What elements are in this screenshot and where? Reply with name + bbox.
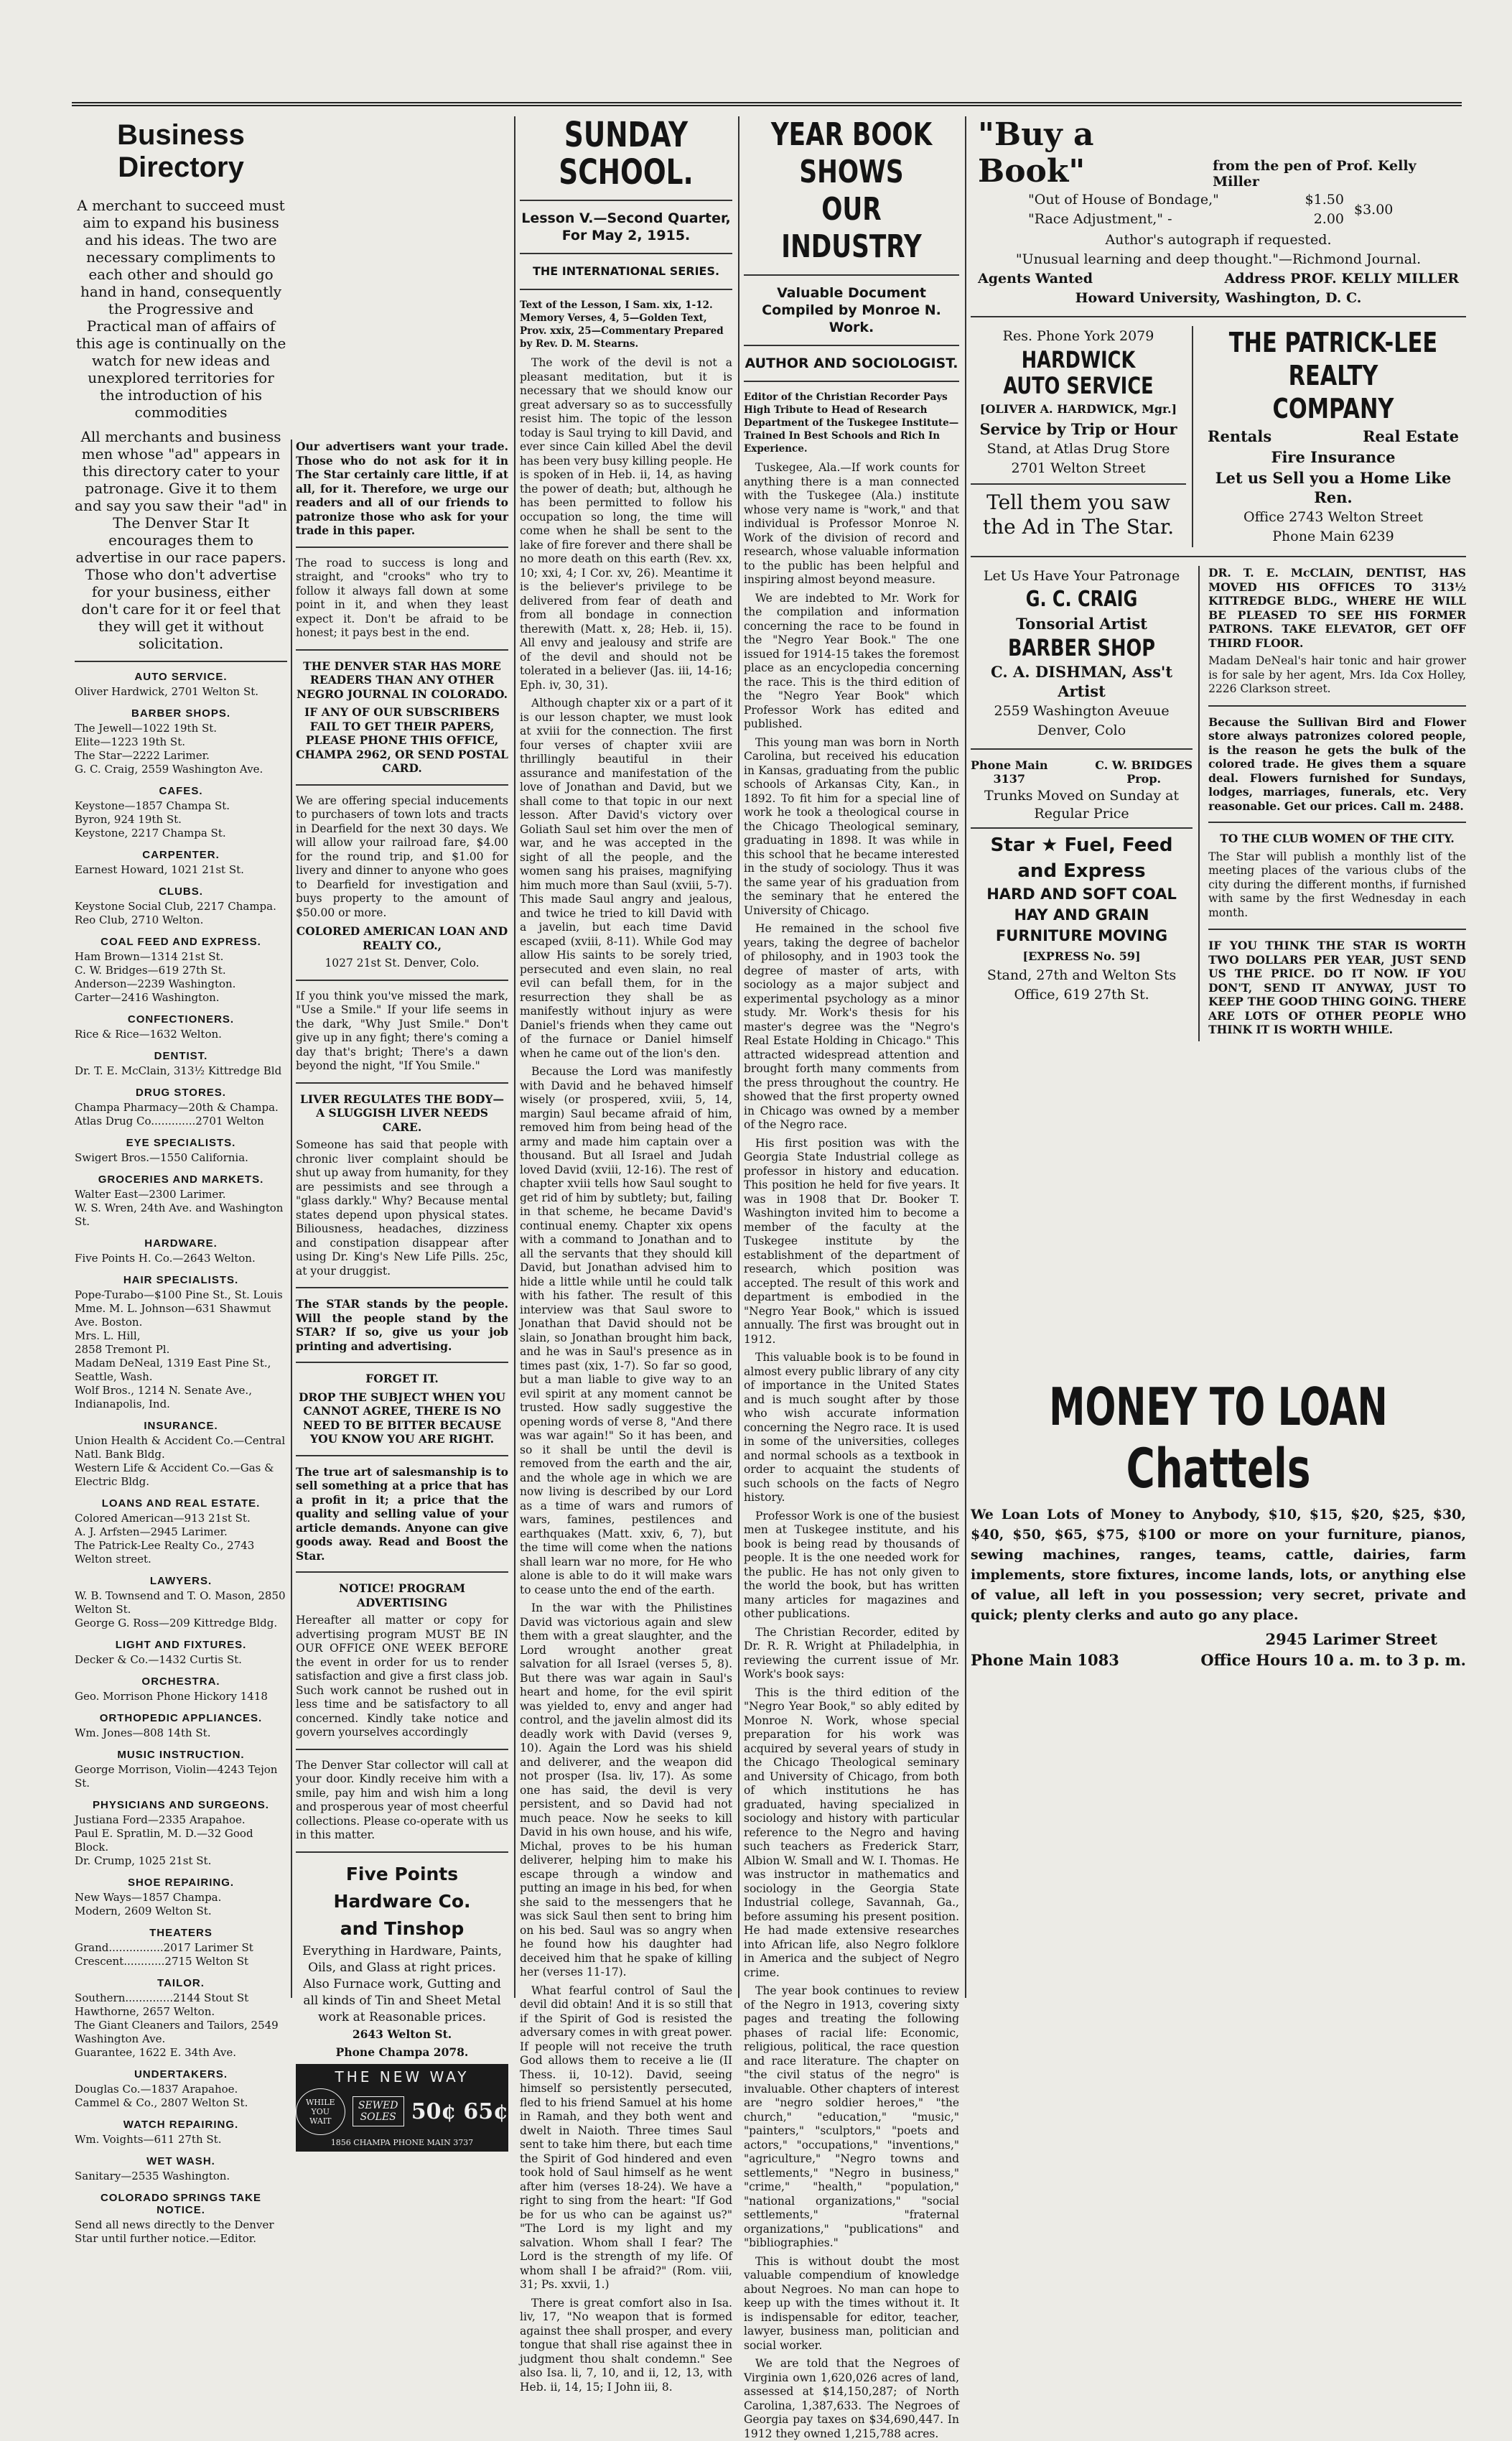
business-directory-title: Business Directory xyxy=(117,119,245,183)
craig-ad xyxy=(971,567,1193,740)
new-way-row xyxy=(296,2088,508,2135)
deneal-notice: Madam DeNeal's hair tonic and hair grower is for sale by her agent, Mrs. Ida Cox Holley, 2226 Clarkson street. xyxy=(1208,654,1466,695)
book-ad-from: from the pen of Prof. Kelly Miller xyxy=(1213,158,1417,190)
directory-entry: Mrs. L. Hill, xyxy=(75,1329,141,1342)
year-book-paragraph: We are indebted to Mr. Work for the compilation and information concerning the race to be found in the "Negro Year Book." The one issued for 1914-15 takes the foremost place as an encyclopedia concerning the race. This is the third edition of the "Negro Year Book" which Professor Work has edited and published. xyxy=(744,591,959,730)
directory-entry: Anderson—2239 Washington. xyxy=(75,977,236,990)
hardware-body: Everything in Hardware, Paints, Oils, and Glass at right prices. Also Furnace work, Gutting and all kinds of Tin and Sheet Metal work at Reasonable prices. xyxy=(302,1943,502,2024)
smile-poem: If you think you've missed the mark, "Use a Smile." If your life seems in the dark, "Why Just Smile." Don't give up in any fight; there's coming a day that's bright; There's a dawn beyond the night, "If You Smile." xyxy=(296,989,508,1072)
book-university: Howard University, Washington, D. C. xyxy=(1075,290,1362,306)
directory-entry: Dr. Crump, 1025 21st St. xyxy=(75,1854,212,1867)
book-ad-title: "Buy a Book" xyxy=(978,116,1094,190)
forget-text: DROP THE SUBJECT WHEN YOU CANNOT AGREE, THERE IS NO NEED TO BE BITTER BECAUSE YOU KNOW YOU ARE RIGHT. xyxy=(298,1390,505,1446)
bridges-hay: HAY AND GRAIN xyxy=(1014,906,1149,924)
patrick-lee-office: Office 2743 Welton Street xyxy=(1243,509,1423,525)
ads-area xyxy=(971,116,1466,1998)
directory-entry: Wm. Jones—808 14th St. xyxy=(75,1726,211,1739)
patrick-lee-fire: Fire Insurance xyxy=(1271,448,1396,466)
craig-city: Denver, Colo xyxy=(1037,722,1126,738)
patrick-lee-name: THE PATRICK-LEE REALTY COMPANY xyxy=(1228,327,1438,424)
divider xyxy=(744,345,959,346)
book-item-2-price: 2.00 xyxy=(1313,211,1344,227)
column-rule xyxy=(291,440,292,1998)
bridges-coal: HARD AND SOFT COAL xyxy=(986,885,1177,903)
divider xyxy=(296,649,508,651)
salesmanship-notice: The true art of salesmanship is to sell something at a price that has a profit in it; a price that the quality and selling value of your article demands. Anyone can give goods away. Read and Boost the Star. xyxy=(296,1464,508,1563)
directory-entry: New Ways—1857 Champa. xyxy=(75,1891,222,1904)
book-ad xyxy=(971,116,1466,307)
year-book-summary: Editor of the Christian Recorder Pays High Tribute to Head of Research Department of the Tuskegee Institute—Trained In Best Schools and Rich In Experience. xyxy=(744,391,959,455)
directory-entry: Atlas Drug Co.............2701 Welton xyxy=(75,1115,264,1127)
bridges-phone-num: 3137 xyxy=(993,772,1026,786)
directory-heading: COAL FEED AND EXPRESS. xyxy=(101,936,261,948)
money-loan-phone: Phone Main 1083 xyxy=(971,1651,1119,1669)
directory-entry: Keystone, 2217 Champa St. xyxy=(75,827,226,840)
new-way-price-2: 65¢ xyxy=(463,2098,508,2124)
lots-address: 1027 21st St. Denver, Colo. xyxy=(325,957,480,970)
forget-heading: FORGET IT. xyxy=(365,1372,439,1385)
year-book-paragraph: His first position was with the Georgia State Industrial college as professor in history and education. This position he held for five years. It was in 1908 that Dr. Booker T. Washington invited him to become a member of the faculty at the Tuskegee institute by the establishment of the department of research, which position was accepted. The result of this work and department is embodied in the "Negro Year Book," which is issued annually. The first was brought out in 1912. xyxy=(744,1136,959,1346)
directory-entry: Madam DeNeal, 1319 East Pine St., Seattle, Wash. xyxy=(75,1357,271,1383)
directory-heading: PHYSICIANS AND SURGEONS. xyxy=(93,1799,269,1811)
book-address: Address PROF. KELLY MILLER xyxy=(1224,271,1459,287)
liver-text: Someone has said that people with chronic liver complaint should be shut up away from humanity, for they are pessimists and see through a "glass darkly." Why? Because mental states depend upon physical states. Biliousness, headaches, dizziness and constipation disappear after using Dr. King's New Life Pills. 25c, at your druggist. xyxy=(296,1138,508,1278)
year-book-body xyxy=(744,461,959,2441)
patrick-lee-rentals: Rentals xyxy=(1208,427,1272,445)
directory-entry: Douglas Co.—1837 Arapahoe. xyxy=(75,2083,238,2096)
divider xyxy=(296,784,508,786)
directory-entry: The Star—2222 Larimer. xyxy=(75,749,210,762)
patrick-lee-phone: Phone Main 6239 xyxy=(1272,529,1394,544)
bridges-name-block xyxy=(1095,758,1193,786)
directory-entry: Paul E. Spratlin, M. D.—32 Good Block. xyxy=(75,1827,253,1854)
directory-entry: Walter East—2300 Larimer. xyxy=(75,1188,226,1201)
directory-entry: Decker & Co.—1432 Curtis St. xyxy=(75,1653,242,1666)
club-notice: The Star will publish a monthly list of the meeting places of the various clubs of the city during the different months, if furnished with same by the first Wednesday in each month. xyxy=(1208,850,1466,919)
hardwick-ad xyxy=(971,326,1193,547)
divider xyxy=(1208,929,1466,930)
year-book-deck: Valuable Document Compiled by Monroe N. Work. xyxy=(762,285,941,335)
book-item-1 xyxy=(1028,191,1344,209)
star-stands-notice: The STAR stands by the people. Will the people stand by the STAR? If so, give us your job printing and advertising. xyxy=(296,1297,508,1353)
book-ad-header xyxy=(978,116,1459,190)
book-ad-items xyxy=(1028,190,1344,230)
directory-entry: Mme. M. L. Johnson—631 Shawmut Ave. Boston. xyxy=(75,1302,271,1329)
sullivan-notice: Because the Sullivan Bird and Flower store always patronizes colored people, is the reason he gets the bulk of the colored trade. He gives them a square deal. Flowers furnished for Sundays, lodges, marriages, funerals, etc. Very reasonable. Get our prices. Call m. 2488. xyxy=(1208,715,1466,813)
series-line: THE INTERNATIONAL SERIES. xyxy=(532,264,720,278)
craig-shop: BARBER SHOP xyxy=(1008,634,1156,661)
column-rule xyxy=(738,116,739,1998)
craig-address: 2559 Washington Aveuue xyxy=(994,703,1170,719)
directory-entry: Wm. Voights—611 27th St. xyxy=(75,2133,222,2146)
craig-name: G. C. CRAIG xyxy=(1025,587,1138,612)
year-book-paragraph: He remained in the school five years, taking the degree of bachelor of philosophy, and in 1903 took the degree of master of arts, with sociology as a major subject and experimental psychology as a minor study. Mr. Work's thesis for his master's degree was the "Negro's Real Estate Holding in Chicago." This attracted widespread attention and brought forth many comments from the press throughout the country. He showed that the first property owned in Chicago was owned by a member of the Negro race. xyxy=(744,922,959,1131)
bridges-office: Office, 619 27th St. xyxy=(1014,987,1149,1003)
new-way-price-1: 50¢ xyxy=(411,2098,457,2124)
year-book-paragraph: The year book continues to review of the Negro in 1913, covering sixty pages and treating the following phases of racial life: Economic, religious, political, the race question and race literature. The chapter on "the civil status of the negro" is invaluable. Other chapters of interest are "negro soldier heroes," "the church," "education," "music," "painters," "sculptors," "poets and actors," "occupations," "inventions," "agriculture," "Negro towns and settlements," "Negro in business," "crime," "health," "population," "national organizations," "social settlements," "fraternal organizations," "publications" and "bibliographies." xyxy=(744,1984,959,2249)
column-rule xyxy=(965,116,966,1998)
directory-entry: A. J. Arfsten—2945 Larimer. xyxy=(75,1525,228,1538)
directory-entry: The Giant Cleaners and Tailors, 2549 Washington Ave. xyxy=(75,2019,279,2045)
hardwick-manager: [OLIVER A. HARDWICK, Mgr.] xyxy=(979,402,1177,416)
directory-heading: DRUG STORES. xyxy=(136,1087,226,1099)
divider xyxy=(75,661,287,662)
directory-heading: LIGHT AND FIXTURES. xyxy=(115,1639,247,1651)
directory-entry: Crescent............2715 Welton St xyxy=(75,1955,249,1968)
directory-entry: Justiana Ford—2335 Arapahoe. xyxy=(75,1813,246,1826)
patrick-lee-services xyxy=(1200,427,1466,446)
year-book-paragraph: The Christian Recorder, edited by Dr. R. R. Wright at Philadelphia, in reviewing the current issue of Mr. Work's book says: xyxy=(744,1625,959,1680)
lots-company: COLORED AMERICAN LOAN AND REALTY CO., xyxy=(296,924,508,952)
bridges-stand: Stand, 27th and Welton Sts xyxy=(986,967,1177,983)
sunday-school-paragraph: The work of the devil is not a pleasant meditation, but it is necessary that we should know our great adversary so as to successfully resist him. The topic of the lesson today is Saul trying to kill David, and ever since Cain killed Abel the devil has been very busy killing people. He is spoken of in Heb. ii, 14, as having the power of death; but, although he has been permitted to follow his occupation so long, the time will come when he shall be sent to the lake of fire forever and there shall be no more death on this earth (Rev. xx, 10; xxi, 4; I Cor. xv, 26). Meantime it is the believer's privilege to be delivered from fear of death and from all bondage in connection therewith (Matt. x, 28; Heb. ii, 15). All envy and jealousy and strife are of the devil and should not be tolerated in a believer (Jas. iii, 14-16; Eph. iv, 30, 31). xyxy=(520,356,732,692)
craig-assistant: C. A. DISHMAN, Ass't Artist xyxy=(991,663,1173,700)
directory-heading: LOANS AND REAL ESTATE. xyxy=(101,1497,261,1510)
divider xyxy=(744,274,959,276)
book-item-1-title: "Out of House of Bondage," xyxy=(1028,192,1219,208)
directory-heading: ORCHESTRA. xyxy=(141,1675,220,1688)
directory-heading: TAILOR. xyxy=(157,1977,205,1989)
directory-intro-2: All merchants and business men whose "ad" appears in this directory cater to your patronage. Give it to them and say you saw their "ad" in The Denver Star It encourages them to advertise in our race papers. Those who don't advertise for your business, either don't care for it or feel that they will get it without solicitation. xyxy=(75,428,287,652)
bridges-ad xyxy=(971,758,1193,1004)
directory-entry: Guarantee, 1622 E. 34th Ave. xyxy=(75,2046,236,2059)
bridges-prop: Prop. xyxy=(1126,772,1162,786)
top-rule xyxy=(72,102,1462,106)
directory-entry: George G. Ross—209 Kittredge Bldg. xyxy=(75,1617,278,1629)
divider xyxy=(971,748,1193,750)
year-book-heading-2: OUR INDUSTRY xyxy=(781,191,922,265)
sunday-school-heading: SUNDAY SCHOOL. xyxy=(559,115,694,192)
bridges-furniture: FURNITURE MOVING xyxy=(995,927,1168,944)
new-way-ad xyxy=(296,2064,508,2152)
sunday-school-column xyxy=(520,115,733,2394)
directory-entry: Byron, 924 19th St. xyxy=(75,813,182,826)
advertisers-notice: Our advertisers want your trade. Those who do not ask for it in The Star certainly care little, if at all, for it. Therefore, we urge our readers and all of our friends to patronize those who ask for your trade in this paper. xyxy=(296,440,508,537)
year-book-paragraph: Professor Work is one of the busiest men at Tuskegee institute, and his book is being read by thousands of people. It is the one needed work for the public. He has not only given to the world the book, but has written many articles for magazines and other publications. xyxy=(744,1509,959,1620)
directory-heading: UNDERTAKERS. xyxy=(134,2068,228,2080)
hardwick-patrick-row xyxy=(971,326,1466,547)
directory-heading: EYE SPECIALISTS. xyxy=(126,1137,236,1149)
column-rule xyxy=(514,116,515,1998)
directory-entry: C. W. Bridges—619 27th St. xyxy=(75,964,226,977)
lesson-text-ref: Text of the Lesson, I Sam. xix, 1-12. Memory Verses, 4, 5—Golden Text, Prov. xxix, 25—Commentary Prepared by Rev. D. M. Stearns. xyxy=(520,299,724,350)
directory-entry: Pope-Turabo—$100 Pine St., St. Louis xyxy=(75,1288,283,1301)
bridges-phone-label: Phone Main xyxy=(971,758,1048,772)
directory-listing xyxy=(75,671,287,2246)
new-way-title: THE NEW WAY xyxy=(335,2068,470,2086)
business-directory-column xyxy=(75,116,287,2245)
divider xyxy=(520,200,732,201)
year-book-paragraph: This is the third edition of the "Negro Year Book," so ably edited by Monroe N. Work, whose special preparation for his work was acquired by several years of study in the Chicago Theological seminary and University of Chicago, from both of which institutions he has graduated, having specialized in sociology and history with particular reference to the Negro and having such teachers as Frederick Starr, Albion W. Small and W. I. Thomas. He was instructor in mathematics and sociology in the Georgia State Industrial college, Savannah, Ga., before assuming his present position. He had made extensive researches into African life, also Negro folklore in America and the subject of Negro crime. xyxy=(744,1686,959,1979)
directory-entry: W. S. Wren, 24th Ave. and Washington St. xyxy=(75,1201,284,1228)
directory-entry: Swigert Bros.—1550 California. xyxy=(75,1151,248,1164)
divider xyxy=(971,316,1466,317)
directory-entry: Union Health & Accident Co.—Central Natl. Bank Bldg. xyxy=(75,1434,286,1461)
directory-heading: AUTO SERVICE. xyxy=(134,671,228,683)
divider xyxy=(971,556,1466,557)
hardware-title-3: and Tinshop xyxy=(340,1917,465,1939)
bridges-top xyxy=(971,758,1193,786)
directory-heading: HAIR SPECIALISTS. xyxy=(123,1274,239,1286)
directory-entry: 2858 Tremont Pl. xyxy=(75,1343,170,1356)
divider xyxy=(1208,705,1466,707)
hardware-ad xyxy=(296,1861,508,2060)
directory-entry: The Patrick-Lee Realty Co., 2743 Welton street. xyxy=(75,1539,255,1566)
bridges-express: [EXPRESS No. 59] xyxy=(1022,949,1141,963)
directory-entry: Rice & Rice—1632 Welton. xyxy=(75,1028,222,1041)
directory-entry: Grand................2017 Larimer St xyxy=(75,1941,253,1954)
craig-patronage: Let Us Have Your Patronage xyxy=(983,568,1180,584)
hardware-address: 2643 Welton St. xyxy=(352,2027,452,2041)
directory-entry: Reo Club, 2710 Welton. xyxy=(75,913,204,926)
directory-heading: HARDWARE. xyxy=(144,1237,218,1250)
divider xyxy=(296,1571,508,1573)
hardwick-service: Service by Trip or Hour xyxy=(979,420,1177,438)
patrick-lee-ad xyxy=(1193,326,1466,547)
directory-heading: COLORADO SPRINGS TAKE NOTICE. xyxy=(100,2192,262,2216)
sunday-school-paragraph: Although chapter xix or a part of it is our lesson chapter, we must look at xviii for the connection. The first four verses of chapter xviii are thrillingly beautiful in their assurance and manifestation of the love of Jonathan and David, but we shall come to that topic in our next lesson. After David's victory over Goliath Saul set him over the men of war, and he was accepted in the sight of all the people, and the women sang his praises, magnifying him much more than Saul (xviii, 5-7). This made Saul angry and jealous, and twice he tried to kill David with a javelin, but each time David escaped (xviii, 8-11). While God may allow His saints to be sorely tried, persecuted and even slain, no real evil can befall them, for in the resurrection they shall be as manifestly without injury as were Daniel's friends when they came out of the furnace or Daniel himself when he came out of the lion's den. xyxy=(520,697,732,1060)
book-autograph: Author's autograph if requested. xyxy=(1105,232,1332,248)
directory-entry: Dr. T. E. McClain, 313½ Kittredge Bld xyxy=(75,1064,282,1077)
directory-entry: Geo. Morrison Phone Hickory 1418 xyxy=(75,1690,268,1703)
patrick-lee-sell: Let us Sell you a Home Like Ren. xyxy=(1215,469,1452,506)
money-loan-hours: Office Hours 10 a. m. to 3 p. m. xyxy=(1200,1651,1466,1669)
directory-heading: CLUBS. xyxy=(159,885,203,898)
hardwick-phone: Res. Phone York 2079 xyxy=(1002,328,1154,344)
directory-entry: Hawthorne, 2657 Welton. xyxy=(75,2005,215,2018)
directory-entry: Western Life & Accident Co.—Gas & Electric Bldg. xyxy=(75,1461,274,1488)
divider xyxy=(296,1287,508,1288)
year-book-paragraph: This is without doubt the most valuable compendium of knowledge about Negroes. No man can hope to keep up with the times without it. It is indispensable for editor, teacher, lawyer, business man, politician and social worker. xyxy=(744,2254,959,2352)
directory-entry: Keystone Social Club, 2217 Champa. xyxy=(75,900,276,913)
sunday-school-paragraph: What fearful control of Saul the devil did obtain! And it is so still that if the Spirit of God is resisted the adversary comes in with great power. If people will not receive the truth God allows them to receive a lie (II Thess. ii, 10-12). David, seeing himself so persistently persecuted, fled to his friend Samuel at his home in Ramah, and they both went and dwelt in Naioth. Three times Saul sent to take him there, but each time the Spirit of God hindered and even took hold of Saul himself as he went after him (verses 18-24). We have a right to sing from the heart: "If God be for us who can be against us?" "The Lord is my light and my salvation. Whom shall I fear? The Lord is the strength of my life. Of whom shall I be afraid?" (Rom. viii, 31; Ps. xxvii, 1.) xyxy=(520,1984,733,2291)
directory-entry: The Jewell—1022 19th St. xyxy=(75,722,218,735)
directory-entry: Elite—1223 19th St. xyxy=(75,735,186,748)
hardwick-stand: Stand, at Atlas Drug Store xyxy=(986,441,1170,457)
money-loan-contact xyxy=(971,1650,1466,1670)
year-book-paragraph: Tuskegee, Ala.—If work counts for anything there is a man connected with the Tuskegee (Ala.) institute whose very name is "work," and that individual is Professor Monroe N. Work of the division of record and research, whose valuable information to the public has been helpful and inspiring almost beyond measure. xyxy=(744,461,959,586)
book-item-2-title: "Race Adjustment," - xyxy=(1028,211,1172,227)
directory-intro-1: A merchant to succeed must aim to expand his business and his ideas. The two are necessary compliments to each other and should go hand in hand, consequently the Progressive and Practical man of affairs of this age is continually on the watch for new ideas and unexplored territories for the introduction of his commodities xyxy=(75,197,286,421)
divider xyxy=(971,827,1193,829)
directory-heading: GROCERIES AND MARKETS. xyxy=(98,1173,264,1186)
directory-heading: ORTHOPEDIC APPLIANCES. xyxy=(99,1712,263,1724)
directory-entry: Keystone—1857 Champa St. xyxy=(75,799,230,812)
hardwick-address: 2701 Welton Street xyxy=(1011,460,1146,476)
hardware-title-2: Hardware Co. xyxy=(333,1890,471,1912)
new-way-left: WHILE YOU WAIT xyxy=(296,2088,345,2135)
directory-entry: Carter—2416 Washington. xyxy=(75,991,220,1004)
program-text: Hereafter all matter or copy for advertising program MUST BE IN OUR OFFICE ONE WEEK BEFORE the event in order for us to render satisfaction and give a first class job. Such work cannot be rushed out in less time and be satisfactory to all concerned. Kindly take notice and govern yourselves accordingly xyxy=(296,1614,508,1739)
directory-entry: Oliver Hardwick, 2701 Welton St. xyxy=(75,685,259,698)
book-quote: "Unusual learning and deep thought."—Richmond Journal. xyxy=(1015,251,1422,267)
club-heading: TO THE CLUB WOMEN OF THE CITY. xyxy=(1220,832,1455,845)
directory-heading: WET WASH. xyxy=(146,2155,215,2167)
directory-entry: George Morrison, Violin—4243 Tejon St. xyxy=(75,1763,278,1790)
road-notice: The road to success is long and straight, and "crooks" who try to follow it always fall down at some point in it, and when they least expect it. Don't be afraid to be honest; it pays best in the end. xyxy=(296,556,508,639)
book-total: $3.00 xyxy=(1354,201,1394,218)
lesson-line: Lesson V.—Second Quarter, For May 2, 1915. xyxy=(521,210,731,243)
year-book-paragraph: This valuable book is to be found in almost every public library of any city of importance in the United States and is much sought after by those who wish accurate information concerning the Negro race. It is used in some of the universities, colleges and normal schools as a textbook in order to acquaint the students of such schools on the facts of Negro history. xyxy=(744,1351,959,1504)
directory-entry: Earnest Howard, 1021 21st St. xyxy=(75,863,244,876)
directory-entry: Wolf Bros., 1214 N. Senate Ave., Indianapolis, Ind. xyxy=(75,1384,252,1410)
sunday-school-paragraph: There is great comfort also in Isa. liv, 17, "No weapon that is formed against thee shall prosper, and every tongue that shall rise against thee in judgment thou shalt condemn." See also Isa. li, 7, 10, and ii, 12, 13, with Heb. ii, 14, 15; I John iii, 8. xyxy=(520,2296,732,2394)
divider xyxy=(520,289,732,290)
money-loan-title: MONEY TO LOAN xyxy=(1049,1377,1388,1437)
lots-notice: We are offering special inducements to purchasers of town lots and tracts in Dearfield for the next 30 days. We will allow your railroad fare, $4.00 for the round trip, and $1.00 for livery and dinner to anyone who goes to Dearfield for investigation and buys property to the amount of $50.00 or more. xyxy=(296,794,508,919)
money-loan-sub: Chattels xyxy=(1126,1436,1311,1500)
directory-entry: Sanitary—2535 Washington. xyxy=(75,2170,230,2182)
directory-entry: Southern..............2144 Stout St xyxy=(75,1991,249,2004)
sunday-school-body xyxy=(520,356,732,2394)
hardwick-tell: Tell them you saw the Ad in The Star. xyxy=(982,490,1175,539)
directory-heading: WATCH REPAIRING. xyxy=(123,2119,239,2131)
directory-heading: CAFES. xyxy=(159,785,203,797)
divider xyxy=(296,1362,508,1363)
hardware-phone: Phone Champa 2078. xyxy=(335,2045,469,2059)
bridges-title-2: and Express xyxy=(1017,860,1146,882)
directory-entry: Colored American—913 21st St. xyxy=(75,1512,251,1525)
directory-entry: Five Points H. Co.—2643 Welton. xyxy=(75,1252,256,1265)
directory-heading: DENTIST. xyxy=(154,1050,208,1062)
directory-entry: Cammel & Co., 2807 Welton St. xyxy=(75,2096,248,2109)
divider xyxy=(971,483,1186,485)
year-book-paragraph: We are told that the Negroes of Virginia own 1,620,026 acres of land, assessed at $14,150,287; of North Carolina, 1,387,633. The Negroes of Georgia pay taxes on $34,690,447. In 1912 they owned 1,215,788 acres. xyxy=(744,2357,959,2440)
divider xyxy=(744,381,959,382)
year-book-heading-1: YEAR BOOK SHOWS xyxy=(770,116,933,190)
directory-entry: Champa Pharmacy—20th & Champa. xyxy=(75,1101,279,1114)
program-heading: NOTICE! PROGRAM ADVERTISING xyxy=(338,1581,466,1609)
collector-notice: The Denver Star collector will call at your door. Kindly receive him with a smile, pay him and wish him a long and prosperous year of most cheerful collections. Please co-operate with us in this matter. xyxy=(296,1758,508,1841)
directory-heading: MUSIC INSTRUCTION. xyxy=(117,1749,245,1761)
directory-heading: CONFECTIONERS. xyxy=(127,1013,235,1026)
book-item-1-price: $1.50 xyxy=(1305,192,1344,208)
divider xyxy=(520,253,732,254)
bridges-title-1: Star ★ Fuel, Feed xyxy=(990,834,1173,856)
book-ad-prices xyxy=(1028,190,1459,230)
directory-entry: Ham Brown—1314 21st St. xyxy=(75,950,224,963)
bridges-trunks: Trunks Moved on Sunday at Regular Price xyxy=(984,788,1180,822)
right-notice-stack xyxy=(1200,566,1466,1041)
directory-heading: LAWYERS. xyxy=(149,1575,213,1587)
book-agents: Agents Wanted xyxy=(978,271,1093,287)
craig-artist: Tonsorial Artist xyxy=(1016,615,1147,633)
directory-entry: Send all news directly to the Denver Star until further notice.—Editor. xyxy=(75,2218,274,2245)
money-loan-body: We Loan Lots of Money to Anybody, $10, $15, $20, $25, $30, $40, $50, $65, $75, $100 or more on your furniture, pianos, sewing machines, ranges, teams, cattle, dairies, farm implements, store fixtures, income lands, lots, or anything else of value, all left in you possession; very secret, private and quick; plenty clerks and auto go any place. xyxy=(971,1507,1466,1623)
directory-heading: THEATERS xyxy=(149,1927,213,1939)
divider xyxy=(296,980,508,981)
divider xyxy=(296,547,508,548)
money-loan-ad xyxy=(971,1377,1466,1671)
directory-entry: Modern, 2609 Welton St. xyxy=(75,1905,212,1917)
patrick-lee-real-estate: Real Estate xyxy=(1363,427,1459,445)
divider xyxy=(296,1082,508,1084)
worth-notice: IF YOU THINK THE STAR IS WORTH TWO DOLLARS PER YEAR, JUST SEND US THE PRICE. DO IT NOW. IF YOU DON'T, SEND IT ANYWAY, JUST TO KEEP THE GOOD THING GOING. THERE ARE LOTS OF OTHER PEOPLE WHO THINK IT IS WORTH WHILE. xyxy=(1208,939,1466,1036)
year-book-paragraph: This young man was born in North Carolina, but received his education in Kansas, graduating from the public schools of Arkansas City, Kan., in 1892. To fit him for a special line of work he took a theological course in the Chicago Theological seminary, graduating in 1898. It was while in this school that he became interested in the study of sociology. Thus it was the same year of his graduation from the seminary that he entered the University of Chicago. xyxy=(744,735,959,917)
directory-entry: W. B. Townsend and T. O. Mason, 2850 Welton St. xyxy=(75,1589,286,1616)
money-loan-address: 2945 Larimer Street xyxy=(1265,1630,1437,1648)
directory-heading: SHOE REPAIRING. xyxy=(127,1877,235,1889)
book-item-2 xyxy=(1028,210,1344,228)
subscribers-notice: IF ANY OF OUR SUBSCRIBERS FAIL TO GET THEIR PAPERS, PLEASE PHONE THIS OFFICE, CHAMPA 2962, OR SEND POSTAL CARD. xyxy=(296,705,508,775)
mcclain-notice: DR. T. E. McCLAIN, DENTIST, HAS MOVED HIS OFFICES TO 313½ KITTREDGE BLDG., WHERE HE WILL BE PLEASED TO SEE HIS FORMER PATRONS. TAKE ELEVATOR, GET OFF THIRD FLOOR. xyxy=(1208,566,1466,650)
divider xyxy=(296,1851,508,1853)
divider xyxy=(296,1749,508,1750)
new-way-bottom: 1856 CHAMPA PHONE MAIN 3737 xyxy=(330,2137,474,2147)
year-book-column xyxy=(744,116,959,2440)
lower-ads-row xyxy=(971,566,1466,1041)
liver-heading: LIVER REGULATES THE BODY—A SLUGGISH LIVER NEEDS CARE. xyxy=(299,1092,505,1134)
directory-entry: G. C. Craig, 2559 Washington Ave. xyxy=(75,763,263,776)
year-book-sub: AUTHOR AND SOCIOLOGIST. xyxy=(745,355,958,371)
new-way-center: SEWED SOLES xyxy=(353,2096,404,2126)
sunday-school-paragraph: In the war with the Philistines David was victorious again and slew them with a great slaughter, and the Lord wrought another great salvation for all Israel (verses 5, 8). But there was war again in Saul's heart and home, for the evil spirit was yielded to, envy and anger had control, and the javelin almost did its deadly work with David (verses 9, 10). Again the Lord was his shield and deliverer, and the weapon did not prosper (Isa. liv, 17). As some one has said, the devil is very persistent, and so David had not much peace. Now he seeks to kill David in his own house, and his wife, Michal, proves to be his human deliverer, helping him to make his escape through a window and putting an image in his bed, for when she said to the messengers that he was sick Saul then sent to bring him on his bed. Saul was so angry when he found how his daughter had deceived him that he spake of killing her (verses 11-17). xyxy=(520,1601,732,1979)
directory-heading: INSURANCE. xyxy=(144,1420,218,1432)
left-ad-stack xyxy=(971,566,1200,1041)
directory-heading: BARBER SHOPS. xyxy=(131,707,231,720)
hardware-title-1: Five Points xyxy=(345,1863,459,1884)
bridges-name: C. W. BRIDGES xyxy=(1095,758,1193,772)
notices-column xyxy=(296,440,508,2147)
sunday-school-paragraph: Because the Lord was manifestly with David and he behaved himself wisely (or prospered, xviii, 5, 14, margin) Saul became afraid of him, removed him from being head of the army and made him captain over a thousand. But all Israel and Judah loved David (xviii, 12-16). The rest of chapter xviii tells how Saul sought to get rid of him by subtlety; but, failing in that scheme, he became David's continual enemy. Chapter xix opens with a command to Jonathan and to all the servants that they should kill David, but Jonathan advised him to hide a little while until he could talk with his father. The result of this interview was that Saul swore to Jonathan that David should not be slain, so Jonathan brought him back, and he was in Saul's presence as in times past (xix, 1-7). So far so good, but a man liable to give way to an evil spirit at any moment cannot be trusted. How sadly suggestive the opening words of verse 8, "And there was war again!" So it has been, and so it shall be until the devil is removed from the earth and the air, and the whole age in which we are now living is described by our Lord as a time of wars and rumors of wars, famines, pestilences and earthquakes (Matt. xxiv, 6, 7), but the time will come when the nations shall learn war no more, for He who alone is able to do it will make wars to cease unto the end of the earth. xyxy=(520,1065,732,1596)
divider xyxy=(1208,822,1466,823)
readers-notice: THE DENVER STAR HAS MORE READERS THAN ANY OTHER NEGRO JOURNAL IN COLORADO. xyxy=(296,659,508,701)
book-agents-row xyxy=(978,270,1459,288)
directory-heading: CARPENTER. xyxy=(142,849,220,861)
hardwick-name: HARDWICK AUTO SERVICE xyxy=(1003,346,1154,399)
bridges-phone xyxy=(971,758,1048,786)
divider xyxy=(296,1455,508,1456)
